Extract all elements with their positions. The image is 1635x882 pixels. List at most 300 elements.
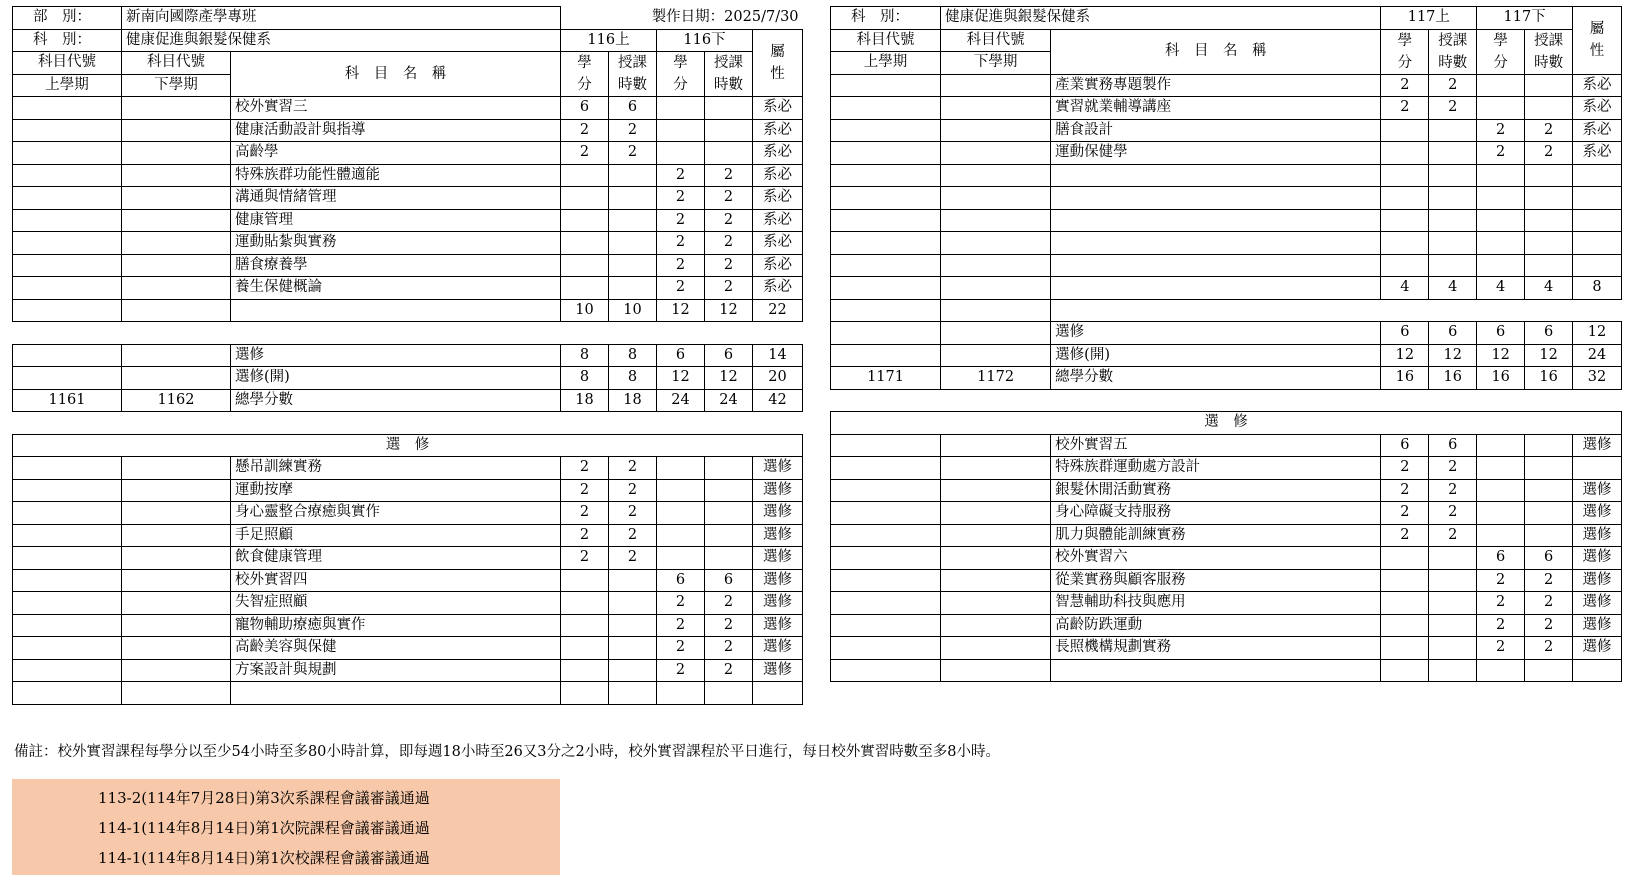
course-row — [13, 187, 803, 210]
hours-2 — [1525, 187, 1573, 210]
course-type: 選修 — [753, 524, 803, 547]
hours-1 — [1429, 254, 1477, 277]
course-name: 校外實習四 — [231, 569, 561, 592]
elective-row: 選修 8 8 6 6 14 — [13, 344, 803, 367]
hours-1: 2 — [1429, 524, 1477, 547]
course-name — [1051, 187, 1381, 210]
credit-1 — [561, 209, 609, 232]
course-row — [831, 209, 1622, 232]
course-row — [13, 524, 803, 547]
course-name: 產業實務專題製作 — [1051, 74, 1381, 97]
hours-1 — [1429, 119, 1477, 142]
course-name — [1051, 209, 1381, 232]
curriculum-table-right — [830, 6, 1622, 682]
course-type: 選修 — [1573, 524, 1622, 547]
subtotal-credit-1: 4 — [1381, 277, 1429, 300]
credit-1 — [1381, 164, 1429, 187]
course-row — [831, 254, 1622, 277]
elective-label: 選修 — [231, 344, 561, 367]
course-name-header: 科 目 名 稱 — [231, 52, 561, 97]
course-name: 高齡防跌運動 — [1051, 614, 1381, 637]
credit-2: 2 — [657, 614, 705, 637]
credit-header-1: 學 分 — [561, 52, 609, 97]
course-type: 選修 — [753, 547, 803, 570]
credit-1: 2 — [1381, 74, 1429, 97]
credit-2 — [1477, 74, 1525, 97]
credit-header-2: 學 分 — [1477, 29, 1525, 74]
total-row: 1171 1172 總學分數 16 16 16 16 32 — [831, 367, 1622, 390]
subtotal-row — [831, 277, 1622, 300]
hours-1 — [609, 187, 657, 210]
course-type: 系必 — [753, 142, 803, 165]
hours-header-2: 授課 時數 — [1525, 29, 1573, 74]
course-name: 養生保健概論 — [231, 277, 561, 300]
credit-1: 2 — [561, 142, 609, 165]
course-row — [13, 142, 803, 165]
course-type: 系必 — [753, 97, 803, 120]
hours-2: 2 — [705, 232, 753, 255]
course-row — [831, 659, 1622, 682]
course-row — [13, 479, 803, 502]
credit-2: 2 — [657, 164, 705, 187]
course-type: 選修 — [753, 502, 803, 525]
spacer-row-bordered — [831, 299, 1622, 322]
course-type: 系必 — [753, 277, 803, 300]
course-type: 系必 — [753, 187, 803, 210]
hours-1: 2 — [609, 524, 657, 547]
course-name: 健康活動設計與指導 — [231, 119, 561, 142]
hours-1: 2 — [609, 547, 657, 570]
credit-1 — [561, 277, 609, 300]
course-type: 選修 — [753, 479, 803, 502]
credit-2 — [657, 479, 705, 502]
code-down-sub: 下學期 — [122, 74, 231, 97]
course-row — [831, 164, 1622, 187]
hours-header-2: 授課 時數 — [705, 52, 753, 97]
credit-2 — [1477, 209, 1525, 232]
course-type: 選修 — [1573, 637, 1622, 660]
credit-1: 2 — [561, 119, 609, 142]
header-columns-row-1 — [831, 29, 1622, 52]
credit-1 — [1381, 254, 1429, 277]
credit-1 — [561, 614, 609, 637]
hours-1: 6 — [609, 97, 657, 120]
credit-2: 2 — [657, 592, 705, 615]
hours-2 — [705, 457, 753, 480]
hours-2 — [1525, 97, 1573, 120]
course-row — [831, 232, 1622, 255]
date-text: 製作日期：2025/7/30 — [651, 9, 799, 25]
spacer-row — [831, 389, 1622, 412]
credit-2 — [1477, 524, 1525, 547]
credit-2: 2 — [657, 254, 705, 277]
course-type: 選修 — [1573, 569, 1622, 592]
total-code-down: 1162 — [122, 389, 231, 412]
code-down-header: 科目代號 — [122, 52, 231, 75]
hours-1 — [1429, 164, 1477, 187]
dept-value: 新南向國際產學專班 — [122, 7, 561, 30]
hours-1: 2 — [1429, 502, 1477, 525]
hours-2 — [705, 502, 753, 525]
course-type: 選修 — [1573, 592, 1622, 615]
hours-2 — [1525, 502, 1573, 525]
course-name: 校外實習六 — [1051, 547, 1381, 570]
hours-2 — [1525, 524, 1573, 547]
credit-1: 2 — [561, 524, 609, 547]
total-code-up: 1171 — [831, 367, 941, 390]
hours-1 — [1429, 614, 1477, 637]
credit-1 — [561, 254, 609, 277]
spacer-row — [13, 412, 803, 435]
course-row — [13, 547, 803, 570]
course-name: 高齡美容與保健 — [231, 637, 561, 660]
course-type — [1573, 232, 1622, 255]
total-code-up: 1161 — [13, 389, 122, 412]
course-row — [13, 209, 803, 232]
course-type: 選修 — [1573, 479, 1622, 502]
subtotal-hours-2: 4 — [1525, 277, 1573, 300]
credit-2: 2 — [657, 187, 705, 210]
semester-2-header: 116下 — [657, 29, 753, 52]
hours-header-1: 授課 時數 — [609, 52, 657, 97]
hours-2 — [705, 142, 753, 165]
course-row — [831, 142, 1622, 165]
code-down-header: 科目代號 — [941, 29, 1051, 52]
dept-label: 部 別： — [13, 7, 122, 30]
total-label: 總學分數 — [231, 389, 561, 412]
credit-2 — [1477, 502, 1525, 525]
course-name — [1051, 164, 1381, 187]
hours-2 — [1525, 457, 1573, 480]
course-row — [13, 97, 803, 120]
credit-1: 2 — [1381, 524, 1429, 547]
credit-2 — [657, 502, 705, 525]
hours-2: 2 — [705, 164, 753, 187]
course-name: 智慧輔助科技與應用 — [1051, 592, 1381, 615]
hours-1: 2 — [609, 502, 657, 525]
hours-2: 6 — [1525, 547, 1573, 570]
credit-2 — [657, 547, 705, 570]
hours-2: 2 — [705, 187, 753, 210]
hours-1: 2 — [1429, 457, 1477, 480]
course-name: 方案設計與規劃 — [231, 659, 561, 682]
credit-2: 2 — [1477, 614, 1525, 637]
course-row — [13, 119, 803, 142]
credit-2: 2 — [1477, 569, 1525, 592]
course-type: 系必 — [1573, 142, 1622, 165]
course-row — [13, 232, 803, 255]
elective-label: 選修 — [1051, 322, 1381, 345]
credit-1: 2 — [1381, 502, 1429, 525]
course-row — [831, 592, 1622, 615]
approval-line: 114-1(114年8月14日)第1次校課程會議審議通過 — [98, 849, 430, 867]
credit-2 — [657, 524, 705, 547]
credit-1: 2 — [561, 479, 609, 502]
course-type: 系必 — [753, 254, 803, 277]
hours-2: 6 — [705, 569, 753, 592]
subtotal-total: 8 — [1573, 277, 1622, 300]
hours-2: 2 — [1525, 569, 1573, 592]
hours-2: 2 — [705, 659, 753, 682]
hours-2 — [705, 97, 753, 120]
approval-line: 113-2(114年7月28日)第3次系課程會議審議通過 — [98, 789, 430, 807]
course-name: 飲食健康管理 — [231, 547, 561, 570]
credit-2 — [1477, 457, 1525, 480]
credit-1 — [1381, 637, 1429, 660]
hours-2: 2 — [1525, 119, 1573, 142]
credit-1 — [1381, 119, 1429, 142]
course-name: 校外實習五 — [1051, 434, 1381, 457]
course-name: 從業實務與顧客服務 — [1051, 569, 1381, 592]
course-name: 肌力與體能訓練實務 — [1051, 524, 1381, 547]
course-type: 系必 — [753, 164, 803, 187]
course-name: 長照機構規劃實務 — [1051, 637, 1381, 660]
course-row — [13, 277, 803, 300]
credit-header-2: 學 分 — [657, 52, 705, 97]
credit-2: 6 — [657, 569, 705, 592]
hours-1 — [1429, 187, 1477, 210]
hours-2 — [705, 479, 753, 502]
hours-2 — [705, 547, 753, 570]
hours-1 — [609, 277, 657, 300]
course-row — [831, 547, 1622, 570]
course-name: 運動按摩 — [231, 479, 561, 502]
course-row — [13, 569, 803, 592]
hours-1 — [1429, 547, 1477, 570]
course-row — [13, 457, 803, 480]
major-value: 健康促進與銀髮保健系 — [122, 29, 561, 52]
remarks-note: 備註：校外實習課程每學分以至少54小時至多80小時計算，即每週18小時至26又3分之2小時，校外實習課程於平日進行，每日校外實習時數至多8小時。 — [14, 744, 1000, 760]
course-name: 手足照顧 — [231, 524, 561, 547]
hours-2: 2 — [705, 614, 753, 637]
credit-2 — [1477, 187, 1525, 210]
course-row — [831, 569, 1622, 592]
header-dept-row — [13, 7, 803, 30]
credit-1 — [1381, 659, 1429, 682]
credit-2 — [657, 97, 705, 120]
credit-2: 2 — [657, 232, 705, 255]
credit-1: 2 — [1381, 97, 1429, 120]
hours-2: 2 — [705, 254, 753, 277]
code-up-sub: 上學期 — [13, 74, 122, 97]
course-name: 銀髮休閒活動實務 — [1051, 479, 1381, 502]
course-name: 校外實習三 — [231, 97, 561, 120]
hours-1 — [1429, 209, 1477, 232]
credit-2 — [1477, 659, 1525, 682]
course-name: 懸吊訓練實務 — [231, 457, 561, 480]
course-type: 選修 — [753, 592, 803, 615]
hours-1 — [1429, 637, 1477, 660]
course-type — [1573, 254, 1622, 277]
course-name: 失智症照顧 — [231, 592, 561, 615]
course-name: 膳食設計 — [1051, 119, 1381, 142]
elective-section-header — [13, 434, 803, 457]
course-row — [13, 682, 803, 705]
semester-2-header: 117下 — [1477, 7, 1573, 30]
total-row: 1161 1162 總學分數 18 18 24 24 42 — [13, 389, 803, 412]
credit-1 — [1381, 614, 1429, 637]
subtotal-hours-1: 4 — [1429, 277, 1477, 300]
credit-1 — [561, 569, 609, 592]
credit-2: 2 — [657, 277, 705, 300]
hours-1 — [609, 232, 657, 255]
credit-2: 2 — [1477, 119, 1525, 142]
hours-1 — [609, 592, 657, 615]
type-header: 屬 性 — [1573, 7, 1622, 75]
credit-2 — [1477, 97, 1525, 120]
code-up-header: 科目代號 — [831, 29, 941, 52]
hours-2 — [705, 524, 753, 547]
course-name: 特殊族群運動處方設計 — [1051, 457, 1381, 480]
hours-2 — [1525, 74, 1573, 97]
hours-2 — [1525, 479, 1573, 502]
hours-1 — [609, 637, 657, 660]
credit-1: 2 — [1381, 479, 1429, 502]
subtotal-hours-1: 10 — [609, 299, 657, 322]
semester-1-header: 116上 — [561, 29, 657, 52]
elective-row: 選修 6 6 6 6 12 — [831, 322, 1622, 345]
course-type — [753, 682, 803, 705]
curriculum-table-left — [12, 6, 803, 705]
credit-1: 2 — [561, 547, 609, 570]
course-type: 選修 — [1573, 502, 1622, 525]
hours-1 — [1429, 232, 1477, 255]
elective-open-row: 選修(開) 12 12 12 12 24 — [831, 344, 1622, 367]
total-label: 總學分數 — [1051, 367, 1381, 390]
course-type: 系必 — [753, 119, 803, 142]
credit-1 — [1381, 209, 1429, 232]
credit-1 — [1381, 592, 1429, 615]
hours-2: 2 — [1525, 637, 1573, 660]
credit-2 — [657, 457, 705, 480]
hours-1 — [1429, 659, 1477, 682]
course-name: 實習就業輔導講座 — [1051, 97, 1381, 120]
credit-1 — [561, 659, 609, 682]
hours-2 — [1525, 232, 1573, 255]
credit-2: 2 — [657, 659, 705, 682]
course-row — [831, 119, 1622, 142]
course-type: 系必 — [753, 232, 803, 255]
course-name: 特殊族群功能性體適能 — [231, 164, 561, 187]
hours-2: 2 — [705, 637, 753, 660]
hours-1: 2 — [1429, 74, 1477, 97]
credit-1 — [1381, 232, 1429, 255]
credit-2 — [1477, 232, 1525, 255]
credit-1: 2 — [561, 457, 609, 480]
hours-2: 2 — [705, 592, 753, 615]
hours-1 — [609, 682, 657, 705]
course-row — [13, 637, 803, 660]
elective-open-label: 選修(開) — [231, 367, 561, 390]
major-value: 健康促進與銀髮保健系 — [941, 7, 1381, 30]
code-up-header: 科目代號 — [13, 52, 122, 75]
subtotal-row — [13, 299, 803, 322]
hours-2 — [1525, 164, 1573, 187]
course-type: 系必 — [753, 209, 803, 232]
credit-1 — [561, 592, 609, 615]
major-label: 科 別： — [831, 7, 941, 30]
hours-1 — [609, 209, 657, 232]
credit-header-1: 學 分 — [1381, 29, 1429, 74]
credit-2: 2 — [657, 637, 705, 660]
course-name — [1051, 232, 1381, 255]
hours-2: 2 — [1525, 592, 1573, 615]
hours-1: 2 — [609, 119, 657, 142]
credit-2: 6 — [1477, 547, 1525, 570]
course-type — [1573, 164, 1622, 187]
course-row — [831, 524, 1622, 547]
course-type: 系必 — [1573, 74, 1622, 97]
course-name: 身心障礙支持服務 — [1051, 502, 1381, 525]
course-row — [831, 434, 1622, 457]
credit-2: 2 — [1477, 637, 1525, 660]
hours-2 — [705, 119, 753, 142]
hours-1: 2 — [609, 457, 657, 480]
course-row — [831, 74, 1622, 97]
course-row — [13, 502, 803, 525]
course-row — [13, 614, 803, 637]
course-name — [231, 682, 561, 705]
hours-2 — [1525, 254, 1573, 277]
course-name: 寵物輔助療癒與實作 — [231, 614, 561, 637]
course-row — [13, 592, 803, 615]
course-row — [831, 457, 1622, 480]
course-row — [831, 187, 1622, 210]
elective-section-title: 選 修 — [13, 434, 803, 457]
type-header: 屬 性 — [753, 29, 803, 97]
elective-section-header — [831, 412, 1622, 435]
credit-2 — [657, 119, 705, 142]
credit-1: 6 — [561, 97, 609, 120]
course-row — [831, 614, 1622, 637]
credit-2 — [1477, 479, 1525, 502]
course-name: 身心靈整合療癒與實作 — [231, 502, 561, 525]
course-name: 膳食療養學 — [231, 254, 561, 277]
course-name: 運動保健學 — [1051, 142, 1381, 165]
course-type — [1573, 187, 1622, 210]
course-type: 選修 — [753, 569, 803, 592]
course-name: 健康管理 — [231, 209, 561, 232]
hours-1: 2 — [609, 142, 657, 165]
hours-2: 2 — [1525, 614, 1573, 637]
course-row — [831, 479, 1622, 502]
course-row — [831, 502, 1622, 525]
course-type — [1573, 209, 1622, 232]
course-name — [1051, 254, 1381, 277]
credit-1 — [561, 164, 609, 187]
hours-2 — [1525, 209, 1573, 232]
credit-2 — [1477, 434, 1525, 457]
subtotal-credit-2: 4 — [1477, 277, 1525, 300]
subtotal-credit-1: 10 — [561, 299, 609, 322]
credit-2 — [1477, 254, 1525, 277]
hours-1 — [609, 614, 657, 637]
hours-1 — [1429, 592, 1477, 615]
course-type: 選修 — [753, 659, 803, 682]
course-row — [13, 659, 803, 682]
hours-2 — [1525, 659, 1573, 682]
course-row — [831, 637, 1622, 660]
hours-2: 2 — [705, 277, 753, 300]
hours-1 — [1429, 569, 1477, 592]
hours-2: 2 — [1525, 142, 1573, 165]
course-type: 系必 — [1573, 97, 1622, 120]
credit-2: 2 — [1477, 142, 1525, 165]
credit-2 — [657, 142, 705, 165]
credit-1: 2 — [1381, 457, 1429, 480]
course-row — [13, 254, 803, 277]
credit-1 — [561, 637, 609, 660]
